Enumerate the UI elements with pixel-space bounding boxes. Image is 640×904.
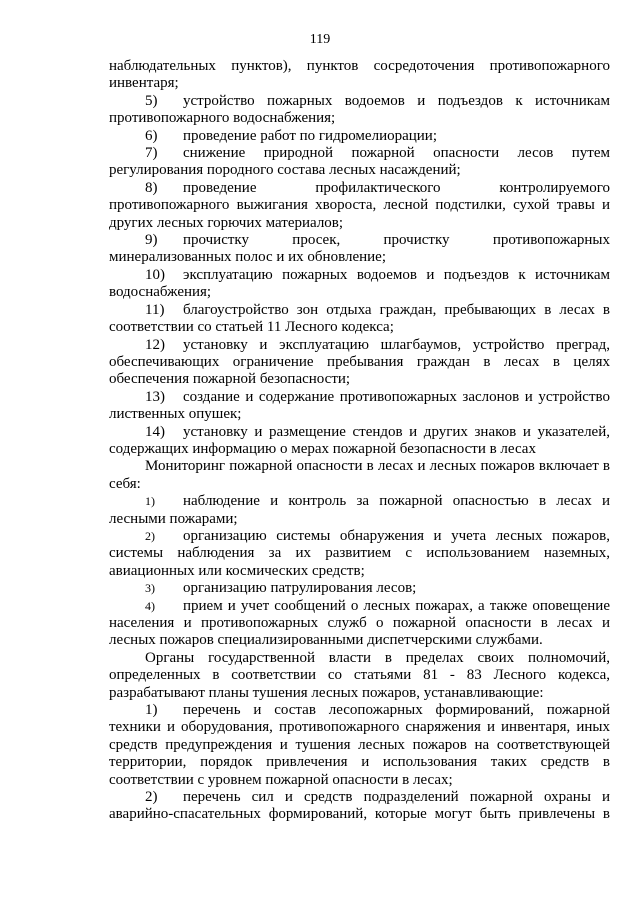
paragraph xyxy=(109,180,610,232)
list-item-number: 10) xyxy=(145,266,165,283)
list-item-number: 9) xyxy=(145,232,158,249)
paragraph-text: прочистку просек, прочистку противопожарных минерализованных полос и их обновление; xyxy=(109,232,610,266)
list-item-number: 12) xyxy=(145,336,165,353)
paragraph-text: прием и учет сообщений о лесных пожарах, а также оповещение населения и противопожарных служб о пожарной опасности в лесах и лесных пожаров специализированными диспетчерскими службами. xyxy=(109,597,610,649)
paragraph xyxy=(109,650,610,702)
list-item-number: 1) xyxy=(145,494,155,509)
paragraph-text: наблюдение и контроль за пожарной опасностью в лесах и лесными пожарами; xyxy=(109,493,610,527)
list-item-number: 4) xyxy=(145,598,155,613)
paragraph-text: создание и содержание противопожарных заслонов и устройство лиственных опушек; xyxy=(109,388,610,423)
list-item-number: 2) xyxy=(145,789,158,806)
paragraph-text: перечень и состав лесопожарных формирований, пожарной техники и оборудования, противопожарного снаряжения и инвентаря, иных средств предупреждения и тушения лесных пожаров на соответствующей территории, порядок привлечения и использования таких средств в соответствии с уровнем пожарной опасности в лесах; xyxy=(109,702,610,788)
list-item-number: 5) xyxy=(145,92,158,109)
paragraph xyxy=(109,302,610,337)
paragraph xyxy=(109,128,610,145)
paragraph xyxy=(109,789,610,824)
list-item-number: 14) xyxy=(145,423,165,440)
paragraph-text: проведение работ по гидромелиорации; xyxy=(183,127,438,144)
paragraph xyxy=(109,93,610,128)
paragraph-text: Мониторинг пожарной опасности в лесах и лесных пожаров включает в себя: xyxy=(109,458,610,492)
list-item-number: 6) xyxy=(145,127,158,144)
list-item-number: 8) xyxy=(145,179,158,196)
paragraph xyxy=(109,702,610,789)
document-body xyxy=(109,58,610,824)
list-item-number: 2) xyxy=(145,528,155,543)
paragraph-text: организацию системы обнаружения и учета лесных пожаров, системы наблюдения за их развитием с использованием наземных, авиационных или космических средств; xyxy=(109,527,610,579)
paragraph-text: установку и эксплуатацию шлагбаумов, устройство преград, обеспечивающих ограничение пребывания граждан в лесах в целях обеспечения пожарной безопасности; xyxy=(109,336,610,388)
paragraph-text: организацию патрулирования лесов; xyxy=(183,580,417,597)
paragraph xyxy=(109,389,610,424)
paragraph-text: установку и размещение стендов и других знаков и указателей, содержащих информацию о мерах пожарной безопасности в лесах xyxy=(109,423,610,457)
list-item-number: 11) xyxy=(145,301,165,318)
paragraph-text: эксплуатацию пожарных водоемов и подъездов к источникам водоснабжения; xyxy=(109,266,610,301)
paragraph-text: снижение природной пожарной опасности лесов путем регулирования породного состава лесных насаждений; xyxy=(109,145,610,179)
paragraph-text: благоустройство зон отдыха граждан, пребывающих в лесах в соответствии со статьей 11 Лесного кодекса; xyxy=(109,301,610,336)
paragraph xyxy=(109,598,610,650)
paragraph xyxy=(109,493,610,528)
page-number: 119 xyxy=(309,32,331,47)
paragraph xyxy=(109,458,610,493)
paragraph-text: Органы государственной власти в пределах своих полномочий, определенных в соответствии со статьями 81 - 83 Лесного кодекса, разрабатывают планы тушения лесных пожаров, устанавливающие: xyxy=(109,649,610,701)
paragraph-text: перечень сил и средств подразделений пожарной охраны и аварийно-спасательных формирований, которые могут быть привлечены в xyxy=(109,789,610,823)
paragraph xyxy=(109,267,610,302)
paragraph xyxy=(109,145,610,180)
paragraph xyxy=(109,424,610,459)
paragraph xyxy=(109,232,610,267)
list-item-number: 3) xyxy=(145,581,155,596)
paragraph xyxy=(109,580,610,597)
list-item-number: 1) xyxy=(145,702,158,719)
paragraph-text: проведение профилактического контролируемого противопожарного выжигания хвороста, лесной подстилки, сухой травы и других лесных горючих материалов; xyxy=(109,179,610,231)
list-item-number: 7) xyxy=(145,145,158,162)
paragraph xyxy=(109,58,610,93)
paragraph xyxy=(109,337,610,389)
paragraph-text: устройство пожарных водоемов и подъездов к источникам противопожарного водоснабжения; xyxy=(109,92,610,127)
list-item-number: 13) xyxy=(145,388,165,405)
paragraph xyxy=(109,528,610,580)
paragraph-text: наблюдательных пунктов), пунктов сосредоточения противопожарного инвентаря; xyxy=(109,58,610,92)
